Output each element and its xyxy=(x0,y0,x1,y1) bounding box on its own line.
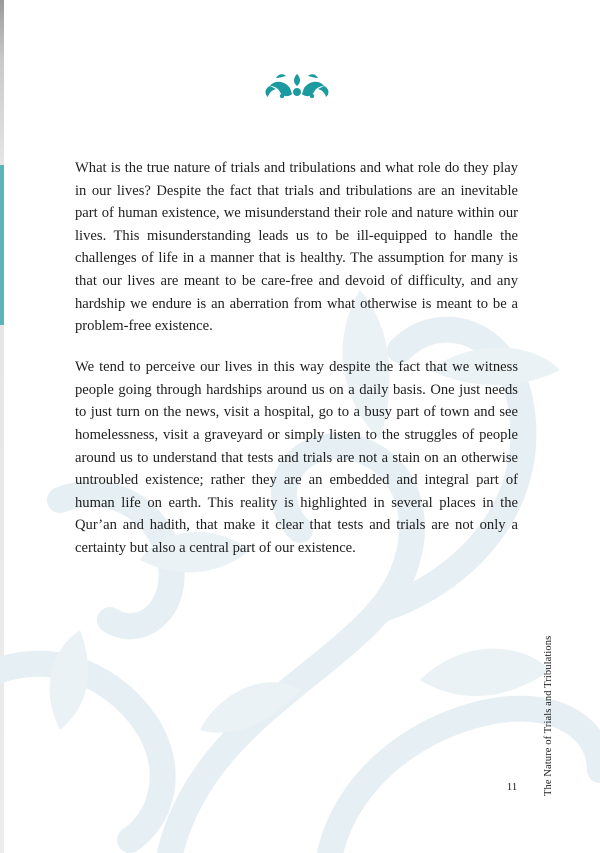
page-number: 11 xyxy=(506,781,518,793)
paragraph-1: What is the true nature of trials and tribulations and what role do they play in our lives? Despite the fact that trials and tribulations are an inevitable part of human existence, we misunderstand their role and nature within our lives. This misunderstanding leads us to be ill-equipped to handle the challenges of life in a manner that is healthy. The assumption for many is that our lives are meant to be care-free and devoid of difficulty, and any hardship we endure is an aberration from what otherwise is meant to be a problem-free existence. xyxy=(75,160,518,335)
floral-ornament-icon xyxy=(262,70,332,102)
body-text xyxy=(75,157,518,578)
running-title: The Nature of Trials and Tribulations xyxy=(543,635,554,796)
paragraph-2: We tend to perceive our lives in this way despite the fact that we witness people going through hardships around us on a daily basis. One just needs to just turn on the news, visit a hospital, go to a busy part of town and see homelessness, visit a graveyard or simply listen to the struggles of people around us to understand that tests and trials are not a stain on an otherwise untroubled existence; rather they are an embedded and integral part of human life on earth. This reality is highlighted in several places in the Qur’an and hadith, that make it clear that tests and trials are not only a certainty but also a central part of our existence. xyxy=(75,359,518,556)
